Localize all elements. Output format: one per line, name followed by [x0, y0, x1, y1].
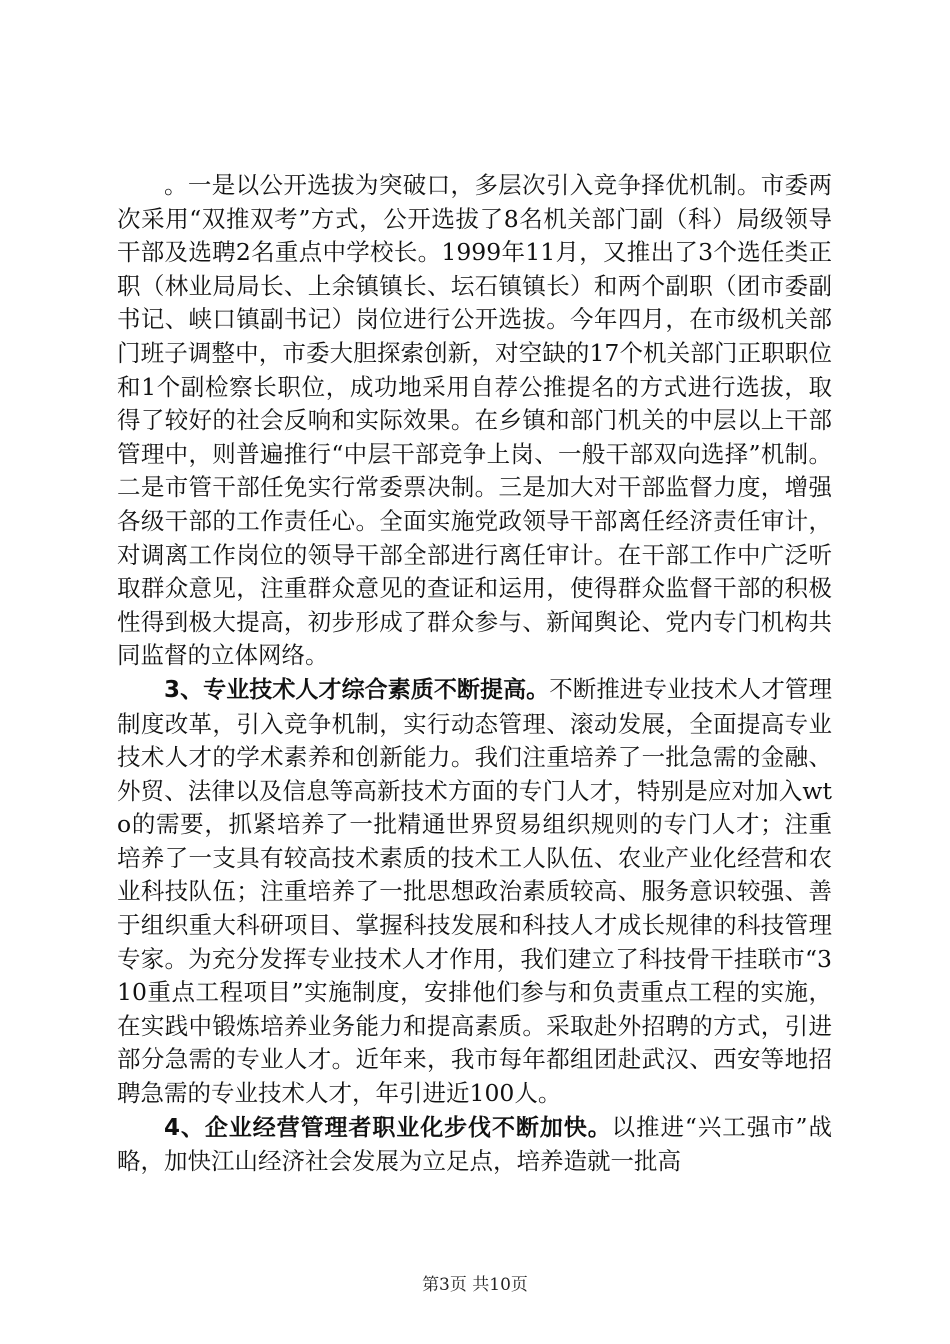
section-heading-technical-talent: 3、专业技术人才综合素质不断提高。: [164, 676, 550, 703]
paragraph-text: 以推进“兴工强市”战略，加快江山经济社会发展为立足点，培养造就一批高: [117, 1112, 832, 1176]
paragraph-text: 。一是以公开选拔为突破口，多层次引入竞争择优机制。市委两次采用“双推双考”方式，公开选拔了8名机关部门副（科）局级领导干部及选聘2名重点中学校长。1999年11月，又推出了3个选任类正职（林业局局长、上余镇镇长、坛石镇镇长）和两个副职（团市委副书记、峡口镇副书记）岗位进行公开选拔。今年四月，在市级机关部门班子调整中，市委大胆探索创新，对空缺的17个机关部门正职职位和1个副检察长职位，成功地采用自荐公推提名的方式进行选拔，取得了较好的社会反响和实际效果。在乡镇和部门机关的中层以上干部管理中，则普遍推行“中层干部竞争上岗、一般干部双向选择”机制。二是市管干部任免实行常委票决制。三是加大对干部监督力度，增强各级干部的工作责任心。全面实施党政领导干部离任经济责任审计，对调离工作岗位的领导干部全部进行离任审计。在干部工作中广泛听取群众意见，注重群众意见的查证和运用，使得群众监督干部的积极性得到极大提高，初步形成了群众参与、新闻舆论、党内专门机构共同监督的立体网络。: [117, 171, 832, 670]
paragraph-enterprise-managers: [117, 1111, 832, 1179]
paragraph-cadre-selection: [117, 169, 832, 673]
document-body: [117, 169, 832, 1179]
section-heading-enterprise-managers: 4、企业经营管理者职业化步伐不断加快。: [164, 1114, 612, 1141]
paragraph-text: 不断推进专业技术人才管理制度改革，引入竞争机制，实行动态管理、滚动发展，全面提高专业技术人才的学术素养和创新能力。我们注重培养了一批急需的金融、外贸、法律以及信息等高新技术方面的专门人才，特别是应对加入wto的需要，抓紧培养了一批精通世界贸易组织规则的专门人才；注重培养了一支具有较高技术素质的技术工人队伍、农业产业化经营和农业科技队伍；注重培养了一批思想政治素质较高、服务意识较强、善于组织重大科研项目、掌握科技发展和科技人才成长规律的科技管理专家。为充分发挥专业技术人才作用，我们建立了科技骨干挂联市“310重点工程项目”实施制度，安排他们参与和负责重点工程的实施，在实践中锻炼培养业务能力和提高素质。采取赴外招聘的方式，引进部分急需的专业人才。近年来，我市每年都组团赴武汉、西安等地招聘急需的专业技术人才，年引进近100人。: [117, 674, 832, 1108]
page-number-footer: 第3页 共10页: [422, 1275, 528, 1295]
paragraph-technical-talent: [117, 673, 832, 1111]
